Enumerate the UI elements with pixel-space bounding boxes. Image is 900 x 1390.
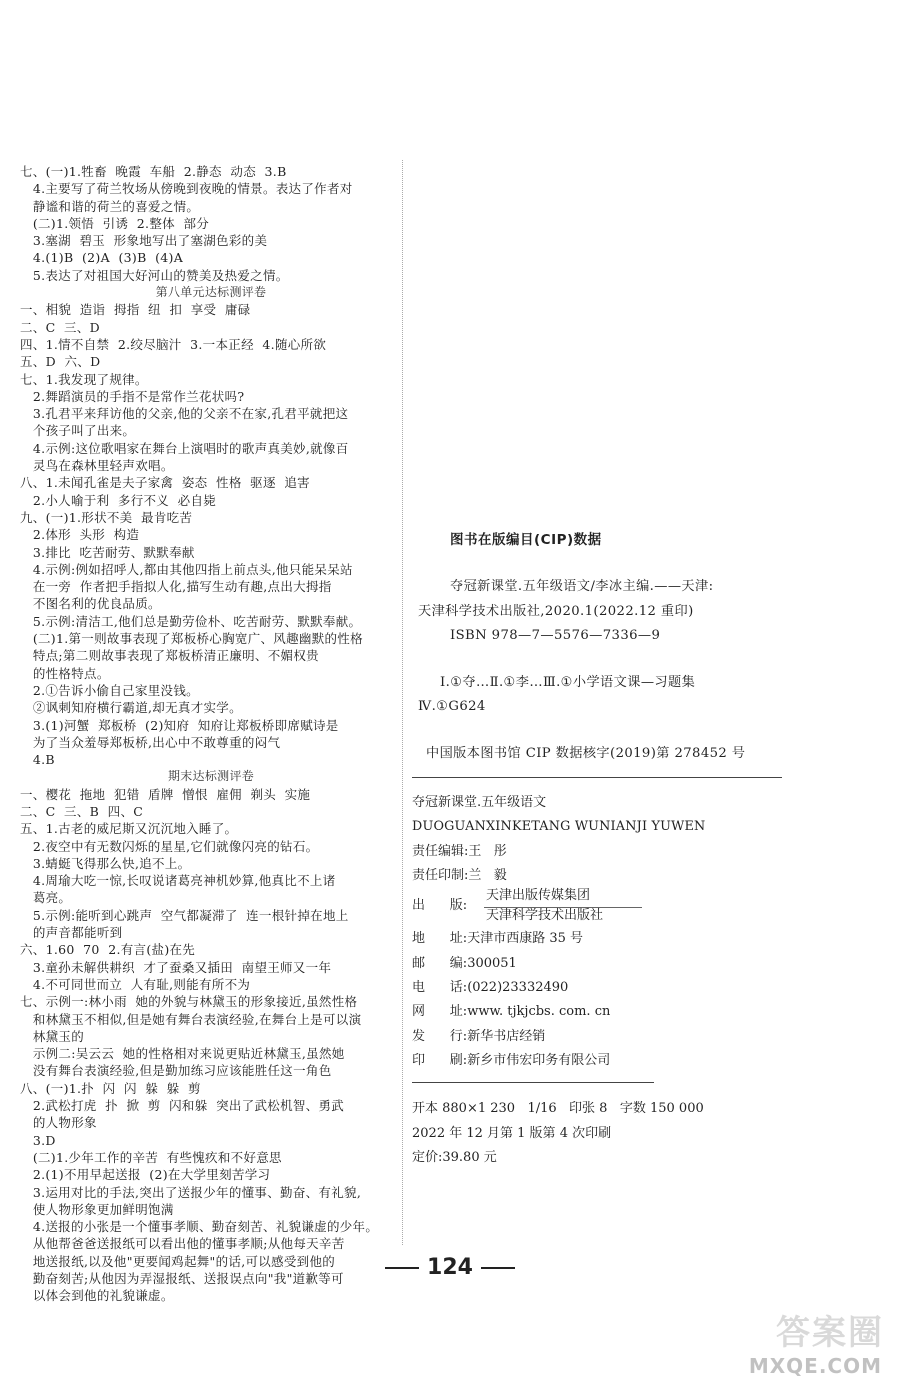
answer-line: 2.夜空中有无数闪烁的星星,它们就像闪亮的钻石。 (20, 838, 319, 854)
answer-line: 个孩子叫了出来。 (20, 423, 136, 439)
answer-line: 七、1.我发现了规律。 (20, 371, 148, 387)
answer-line: 一、相貌 造诣 拇指 纽 扣 享受 庸碌 (20, 302, 251, 318)
answer-line: 五、D 六、D (20, 354, 101, 370)
answer-line: 2.武松打虎 扑 掀 剪 闪和躲 突出了武松机智、勇武 (20, 1098, 345, 1114)
answer-line: 的性格特点。 (20, 665, 110, 681)
answer-column (20, 163, 402, 1305)
publisher-press: 天津科学技术出版社 (486, 908, 604, 923)
phone-value: (022)23332490 (467, 980, 569, 995)
column-divider (402, 160, 403, 1245)
answer-line: 4.主要写了荷兰牧场从傍晚到夜晚的情景。表达了作者对 (20, 181, 353, 197)
answer-line: 七、(一)1.牲畜 晚霞 车船 2.静态 动态 3.B (20, 164, 287, 179)
watermark-url: MXQE.COM (748, 1354, 882, 1378)
answer-line: 静谧和谐的荷兰的喜爱之情。 (20, 198, 200, 214)
cip-number: 中国版本图书馆 CIP 数据核字(2019)第 278452 号 (426, 746, 746, 761)
answer-line: 二、C 三、D (20, 319, 100, 335)
answer-line: 5.示例:能听到心跳声 空气都凝滞了 连一根针掉在地上 (20, 907, 349, 923)
answer-line: 二、C 三、B 四、C (20, 803, 144, 819)
print-value: 新乡市伟宏印务有限公司 (467, 1053, 611, 1068)
answer-line: 以体会到他的礼貌谦虚。 (20, 1288, 174, 1304)
answer-line: 3.运用对比的手法,突出了送报少年的懂事、勤奋、有礼貌, (20, 1184, 362, 1200)
answer-line: 八、(一)1.扑 闪 闪 躲 躲 剪 (20, 1080, 201, 1096)
pub-rule (412, 1082, 654, 1083)
cip-line2: 天津科学技术出版社,2020.1(2022.12 重印) (418, 604, 694, 619)
dist-value: 新华书店经销 (467, 1029, 546, 1044)
answer-line: 3.(1)河蟹 郑板桥 (2)知府 知府让郑板桥即席赋诗是 (20, 717, 339, 733)
answer-line: 五、1.古老的威尼斯又沉沉地入睡了。 (20, 821, 238, 837)
answer-line: 3.蜻蜓飞得那么快,追不上。 (20, 855, 191, 871)
answer-line: 4.示例:例如招呼人,都由其他四指上前点头,他只能呆呆站 (20, 561, 353, 577)
book-edition: 2022 年 12 月第 1 版第 4 次印刷 (412, 1126, 612, 1141)
publisher-group: 天津出版传媒集团 (486, 888, 591, 903)
book-spec: 开本 880×1 230 1/16 印张 8 字数 150 000 (412, 1101, 704, 1116)
answer-line: 4.示例:这位歌唱家在舞台上演唱时的歌声真美妙,就像百 (20, 440, 349, 456)
page-number (0, 1255, 900, 1280)
answer-line: 2.体形 头形 构造 (20, 527, 140, 543)
watermark-logo: 答案圈 (776, 1313, 884, 1353)
answer-line: 勤奋刻苦;从他因为弄湿报纸、送报误点向"我"道歉等可 (20, 1271, 344, 1286)
answer-line: 3.排比 吃苦耐劳、默默奉献 (20, 544, 195, 560)
answer-line: 葛亮。 (20, 890, 72, 906)
printer-name: 兰 毅 (468, 868, 507, 883)
answer-line: 特点;第二则故事表现了郑板桥清正廉明、不媚权贵 (20, 648, 319, 664)
answer-line: 八、1.未闻孔雀是夫子家禽 姿态 性格 驱逐 追害 (20, 475, 310, 491)
answer-line: 2.(1)不用早起送报 (2)在大学里刻苦学习 (20, 1167, 271, 1183)
cip-class2: Ⅳ.①G624 (418, 699, 486, 714)
pub-title-cn: 夺冠新课堂.五年级语文 (412, 795, 547, 810)
answer-line: 4.不可同世而立 人有耻,则能有所不为 (20, 976, 251, 992)
cip-rule (412, 777, 782, 778)
answer-line: 3.童孙未解供耕织 才了蚕桑又插田 南望王师又一年 (20, 959, 332, 975)
answer-line: 在一旁 作者把手指拟人化,描写生动有趣,点出大拇指 (20, 579, 332, 595)
answer-line: (二)1.少年工作的辛苦 有些愧疚和不好意思 (20, 1149, 282, 1165)
answer-line: 示例二:吴云云 她的性格相对来说更贴近林黛玉,虽然她 (20, 1046, 345, 1062)
cip-line1: 夺冠新课堂.五年级语文/李冰主编.——天津: (450, 579, 714, 594)
answer-line: 一、樱花 拖地 犯错 盾牌 憎恨 雇佣 剃头 实施 (20, 786, 311, 802)
book-price: 定价:39.80 元 (412, 1150, 497, 1165)
answer-line: 六、1.60 70 2.有言(盐)在先 (20, 942, 196, 958)
answer-line: 3.孔君平来拜访他的父亲,他的父亲不在家,孔君平就把这 (20, 406, 349, 422)
answer-line: 2.小人喻于利 多行不义 必自毙 (20, 492, 217, 508)
answer-line: 七、示例一:林小雨 她的外貌与林黛玉的形象接近,虽然性格 (20, 994, 358, 1010)
web-label: 网 址: (412, 1004, 468, 1019)
cip-isbn: ISBN 978—7—5576—7336—9 (450, 628, 661, 643)
zip-label: 邮 编: (412, 956, 468, 971)
printer-label: 责任印制: (412, 868, 469, 883)
answer-line: 4.送报的小张是一个懂事孝顺、勤奋刻苦、礼貌谦虚的少年。 (20, 1219, 379, 1235)
answer-line: 的人物形象 (20, 1115, 97, 1131)
answer-line: 四、1.情不自禁 2.绞尽脑汁 3.一本正经 4.随心所欲 (20, 336, 327, 352)
answer-line: 使人物形象更加鲜明饱满 (20, 1201, 174, 1217)
answer-line: ②讽刺知府横行霸道,却无真才实学。 (20, 700, 242, 716)
cip-title: 图书在版编目(CIP)数据 (450, 532, 602, 548)
answer-line: 5.示例:清洁工,他们总是勤劳俭朴、吃苦耐劳、默默奉献。 (20, 613, 362, 629)
phone-label: 电 话: (412, 980, 468, 995)
answer-line: 灵鸟在森林里轻声欢唱。 (20, 458, 174, 474)
answer-line: 林黛玉的 (20, 1028, 85, 1044)
answer-line: 5.表达了对祖国大好河山的赞美及热爱之情。 (20, 267, 289, 283)
answer-line: (二)1.领悟 引诱 2.整体 部分 (20, 215, 210, 231)
answer-line: 为了当众羞辱郑板桥,出心中不敢尊重的闷气 (20, 734, 281, 750)
dist-label: 发 行: (412, 1029, 468, 1044)
page-number-dash-right (481, 1267, 515, 1269)
answer-line: 3.塞湖 碧玉 形象地写出了塞湖色彩的美 (20, 233, 268, 249)
cip-class1: Ⅰ.①夺…Ⅱ.①李…Ⅲ.①小学语文课—习题集 (440, 675, 696, 690)
answer-line: 没有舞台表演经验,但是勤加练习应该能胜任这一角色 (20, 1063, 332, 1079)
pub-title-pinyin: DUOGUANXINKETANG WUNIANJI YUWEN (412, 819, 706, 834)
answer-line: 的声音都能听到 (20, 925, 123, 941)
answer-line: 九、(一)1.形状不美 最肯吃苦 (20, 509, 193, 525)
publisher-label: 出 版: (412, 898, 468, 913)
print-label: 印 刷: (412, 1053, 468, 1068)
editor-name: 王 彤 (468, 844, 507, 859)
answer-line: 2.舞蹈演员的手指不是常作兰花状吗? (20, 388, 245, 404)
answer-line: 4.周瑜大吃一惊,长叹说诸葛亮神机妙算,他真比不上诸 (20, 873, 336, 889)
web-value: www. tjkjcbs. com. cn (467, 1004, 611, 1019)
answer-line: 不图名利的优良品质。 (20, 596, 161, 612)
answer-line: 地送报纸,以及他"更要闻鸡起舞"的话,可以感受到他的 (20, 1253, 336, 1269)
section-heading: 第八单元达标测评卷 (155, 285, 267, 300)
page-number-dash-left (385, 1267, 419, 1269)
zip-value: 300051 (467, 956, 517, 971)
editor-label: 责任编辑: (412, 844, 469, 859)
answer-line: 4.B (20, 752, 55, 768)
answer-line: 4.(1)B (2)A (3)B (4)A (20, 250, 184, 266)
section-heading: 期末达标测评卷 (167, 769, 255, 784)
answer-line: 从他帮爸爸送报纸可以看出他的懂事孝顺;从他每天辛苦 (20, 1236, 345, 1252)
answer-line: 2.①告诉小偷自己家里没钱。 (20, 682, 199, 698)
address-value: 天津市西康路 35 号 (467, 931, 583, 946)
answer-line: (二)1.第一则故事表现了郑板桥心胸宽广、风趣幽默的性格 (20, 631, 363, 647)
answer-line: 3.D (20, 1132, 56, 1148)
address-label: 地 址: (412, 931, 468, 946)
answer-line: 和林黛玉不相似,但是她有舞台表演经验,在舞台上是可以演 (20, 1011, 362, 1027)
page-number-value: 124 (427, 1255, 473, 1280)
